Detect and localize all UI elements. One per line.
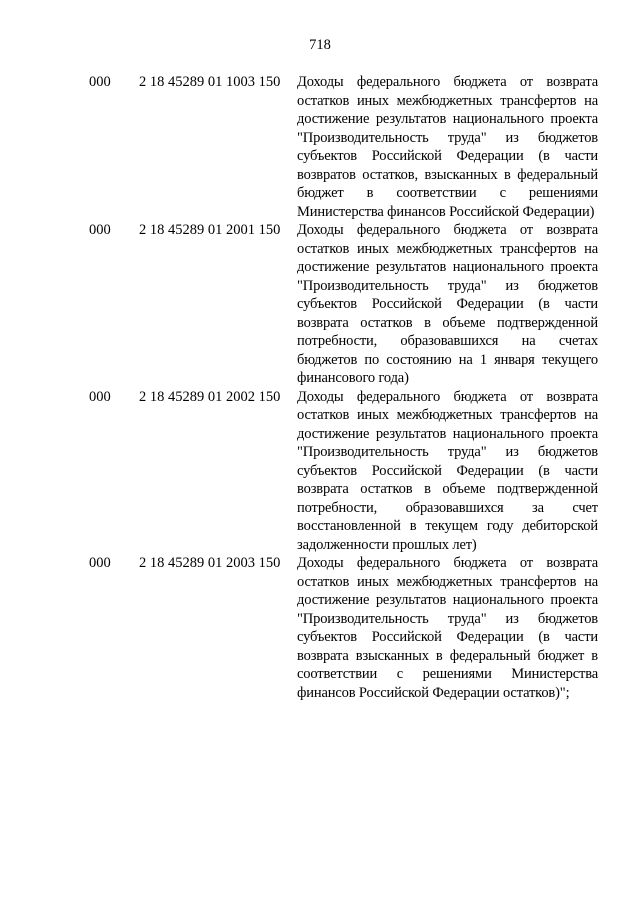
entry-description: Доходы федерального бюджета от возврата остатков иных межбюджетных трансфертов на достижение результатов национального проекта "Производительность труда" из бюджетов субъектов Российской Федерации (в части возвратов остатков, взысканных в федеральный бюджет в соответствии с решениями Министерства финансов Российской Федерации) [297,74,598,220]
budget-classification-code: 2 18 45289 01 2002 150 [139,388,281,405]
admin-code: 000 [89,555,111,571]
entry-description: Доходы федерального бюджета от возврата остатков иных межбюджетных трансфертов на достижение результатов национального проекта "Производительность труда" из бюджетов субъектов Российской Федерации (в части возврата взысканных в федеральный бюджет в соответствии с решениями Министерства финансов Российской Федерации остатков)"; [297,555,598,701]
admin-code: 000 [89,74,111,90]
budget-classification-code: 2 18 45289 01 1003 150 [139,74,281,90]
budget-code-list [0,73,640,702]
budget-entry [0,73,640,221]
entry-description: Доходы федерального бюджета от возврата остатков иных межбюджетных трансфертов на достижение результатов национального проекта "Производительность труда" из бюджетов субъектов Российской Федерации (в части возврата остатков в объеме подтвержденной потребности, образовавшихся на счетах бюджетов по состоянию на 1 января текущего финансового года) [297,222,598,386]
budget-classification-code: 2 18 45289 01 2003 150 [139,555,281,571]
admin-code: 000 [89,222,111,238]
budget-classification-code: 2 18 45289 01 2001 150 [139,222,281,238]
budget-entry [0,388,640,555]
admin-code: 000 [89,388,111,405]
page-number: 718 [309,37,331,53]
budget-entry [0,554,640,702]
budget-entry [0,221,640,388]
entry-description: Доходы федерального бюджета от возврата остатков иных межбюджетных трансфертов на достижение результатов национального проекта "Производительность труда" из бюджетов субъектов Российской Федерации (в части возврата остатков в объеме подтвержденной потребности, образовавшихся за счет восстановленной в текущем году дебиторской задолженности прошлых лет) [297,388,598,553]
